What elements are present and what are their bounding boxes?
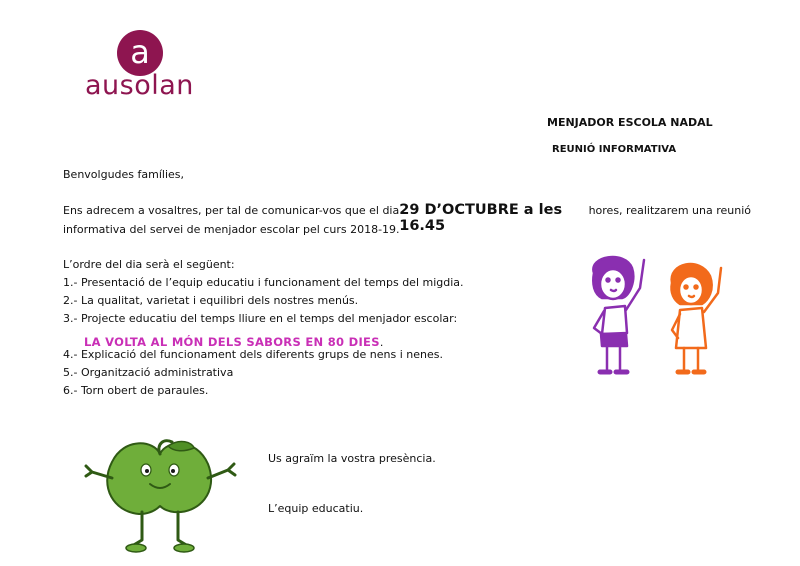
slogan-period: . <box>379 336 384 349</box>
header-subtitle: REUNIÓ INFORMATIVA <box>552 144 677 155</box>
meeting-date: 29 D’OCTUBRE a les 16.45 <box>399 202 563 234</box>
signature: L’equip educatiu. <box>268 502 364 515</box>
intro-after-date: hores, realitzarem una reunió <box>588 204 751 217</box>
intro-line-2: informativa del servei de menjador escolar pel curs 2018-19. <box>63 223 400 236</box>
agenda-item: 6.- Torn obert de paraules. <box>63 384 209 397</box>
orange-kid <box>671 264 721 372</box>
thanks-text: Us agraïm la vostra presència. <box>268 452 436 465</box>
agenda-item: 2.- La qualitat, varietat i equilibri dels nostres menús. <box>63 294 359 307</box>
logo-wordmark: ausolan <box>85 70 194 101</box>
slogan: LA VOLTA AL MÓN DELS SABORS EN 80 DIES <box>84 335 380 349</box>
agenda-item: 5.- Organització administrativa <box>63 366 234 379</box>
apple-mascot-illustration <box>84 432 239 558</box>
agenda-item: 3.- Projecte educatiu del temps lliure en el temps del menjador escolar: <box>63 312 458 325</box>
apple-mascot <box>86 441 235 552</box>
agenda-item: 1.- Presentació de l’equip educatiu i funcionament del temps del migdia. <box>63 276 464 289</box>
agenda-list-continued <box>63 348 443 402</box>
header-title: MENJADOR ESCOLA NADAL <box>547 116 713 129</box>
agenda-item: 4.- Explicació del funcionament dels diferents grups de nens i nenes. <box>63 348 443 361</box>
agenda-list <box>63 276 464 330</box>
purple-kid <box>593 257 644 372</box>
intro-before-date: Ens adrecem a vosaltres, per tal de comunicar-vos que el dia <box>63 204 400 217</box>
logo-letter: a <box>130 33 150 71</box>
kids-illustration <box>580 248 730 388</box>
agenda-heading: L’ordre del dia serà el següent: <box>63 258 235 271</box>
greeting: Benvolgudes famílies, <box>63 168 185 181</box>
